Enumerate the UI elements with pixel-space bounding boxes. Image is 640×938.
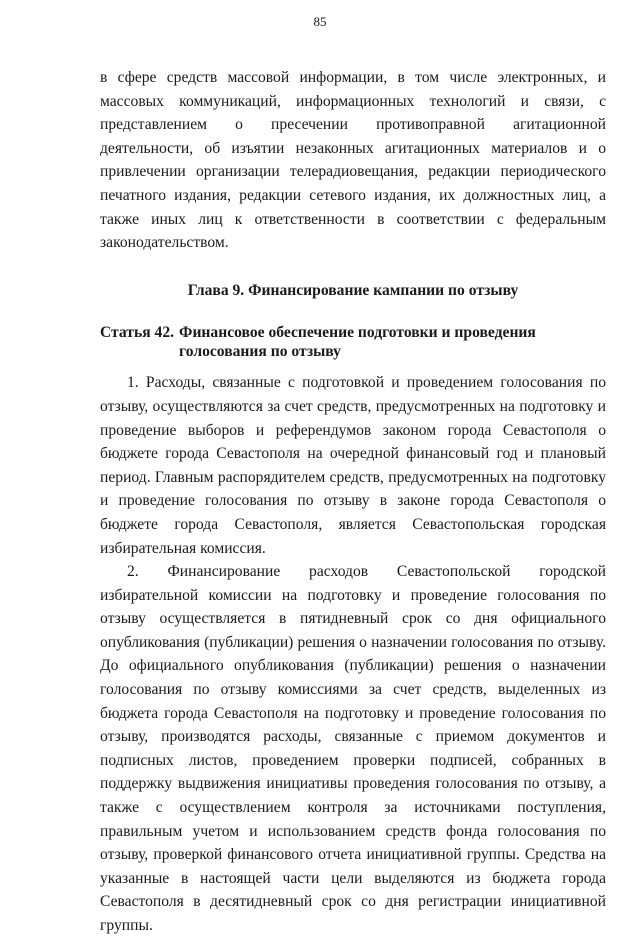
article-title: Финансовое обеспечение подготовки и проведения голосования по отзыву <box>179 324 536 361</box>
article-paragraph-2: 2. Финансирование расходов Севастопольской городской избирательной комиссии на подготовку и проведение голосования по отзыву осуществляется в пятидневный срок со дня официального опубликования (публикации) решения о назначении голосования по отзыву. До официального опубликования (публикации) решения о назначении голосования по отзыву комиссиями за счет средств, выделенных из бюджета города Севастополя на подготовку и проведение голосования по отзыву, производятся расходы, связанные с приемом документов и подписных листов, проведением проверки подписей, собранных в поддержку выдвижения инициативы проведения голосования по отзыву, а также с осуществлением контроля за источниками поступления, правильным учетом и использованием средств фонда голосования по отзыву, проверкой финансового отчета инициативной группы. Средства на указанные в настоящей части цели выделяются из бюджета города Севастополя в десятидневный срок со дня регистрации инициативной группы. <box>100 563 606 934</box>
article-label: Статья 42. <box>100 324 175 342</box>
chapter-heading: Глава 9. Финансирование кампании по отзыву <box>187 281 519 299</box>
document-body <box>100 66 606 938</box>
article-heading <box>100 323 606 361</box>
article-paragraph-1: 1. Расходы, связанные с подготовкой и проведением голосования по отзыву, осуществляются за счет средств, предусмотренных на подготовку и проведение выборов и референдумов законом города Севастополя о бюджете города Севастополя на очередной финансовый год и плановый период. Главным распорядителем средств, предусмотренных на подготовку и проведение голосования по отзыву в законе города Севастополя о бюджете города Севастополя, является Севастопольская городская избирательная комиссия. <box>100 374 606 557</box>
paragraph-continuation: в сфере средств массовой информации, в том числе электронных, и массовых коммуникаций, информационных технологий и связи, с представлением о пресечении противоправной агитационной деятельности, об изъятии незаконных агитационных материалов и о привлечении организации телерадиовещания, редакции периодического печатного издания, редакции сетевого издания, их должностных лиц, а также иных лиц к ответственности в соответствии с федеральным законодательством. <box>100 69 606 252</box>
page-number: 85 <box>313 14 327 29</box>
